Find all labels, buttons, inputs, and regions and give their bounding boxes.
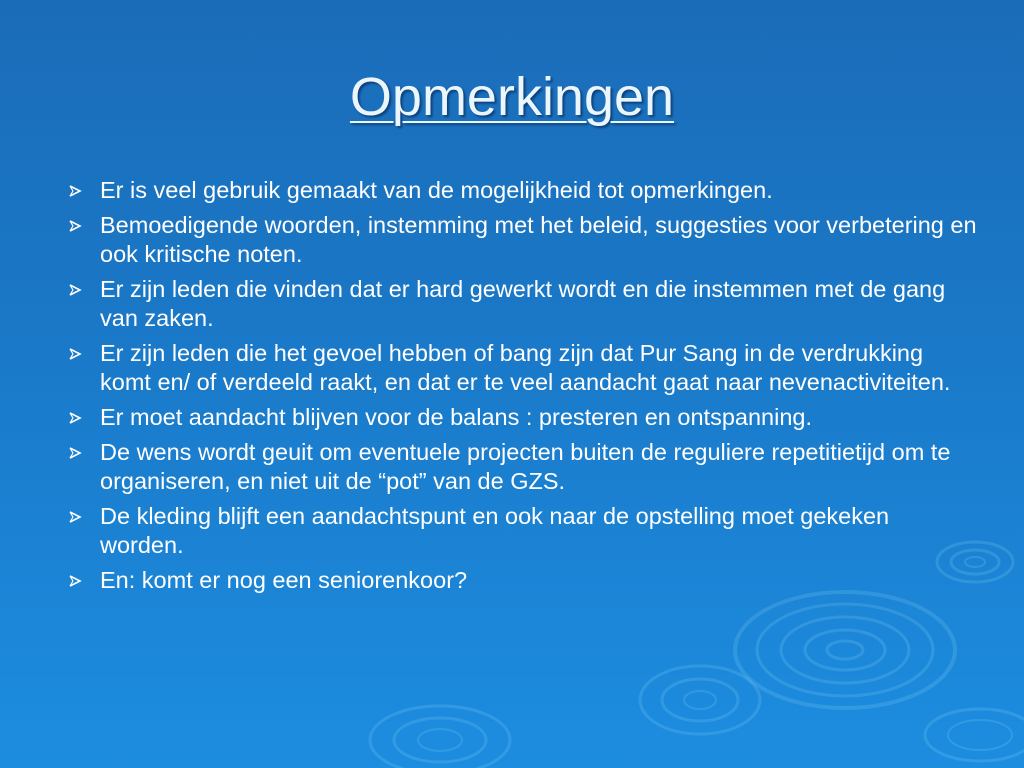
arrow-bullet-icon — [68, 284, 82, 296]
arrow-bullet-icon — [68, 575, 82, 587]
arrow-bullet-icon — [68, 348, 82, 360]
arrow-bullet-icon — [68, 220, 82, 232]
arrow-bullet-icon — [68, 412, 82, 424]
list-item — [62, 275, 977, 333]
list-item-text: Er zijn leden die vinden dat er hard gewerkt wordt en die instemmen met de gang van zaken. — [100, 276, 946, 331]
arrow-bullet-icon — [68, 185, 82, 197]
list-item-text: Er moet aandacht blijven voor de balans : presteren en ontspanning. — [100, 404, 812, 430]
list-item — [62, 339, 977, 397]
list-item — [62, 403, 977, 432]
arrow-bullet-icon — [68, 447, 82, 459]
list-item — [62, 502, 977, 560]
list-item-text: En: komt er nog een seniorenkoor? — [100, 567, 468, 593]
list-item-text: Er zijn leden die het gevoel hebben of bang zijn dat Pur Sang in de verdrukking komt en/ of verdeeld raakt, en dat er te veel aandacht gaat naar nevenactiviteiten. — [100, 340, 951, 395]
list-item-text: De kleding blijft een aandachtspunt en ook naar de opstelling moet gekeken worden. — [100, 503, 890, 558]
list-item — [62, 566, 977, 595]
list-item — [62, 176, 977, 205]
list-item-text: De wens wordt geuit om eventuele projecten buiten de reguliere repetitietijd om te organiseren, en niet uit de “pot” van de GZS. — [100, 439, 951, 494]
arrow-bullet-icon — [68, 511, 82, 523]
list-item-text: Bemoedigende woorden, instemming met het beleid, suggesties voor verbetering en ook kritische noten. — [100, 212, 977, 267]
list-item-text: Er is veel gebruik gemaakt van de mogelijkheid tot opmerkingen. — [100, 177, 773, 203]
list-item — [62, 438, 977, 496]
bullet-list — [62, 176, 977, 601]
list-item — [62, 211, 977, 269]
slide-title: Opmerkingen — [349, 67, 675, 127]
